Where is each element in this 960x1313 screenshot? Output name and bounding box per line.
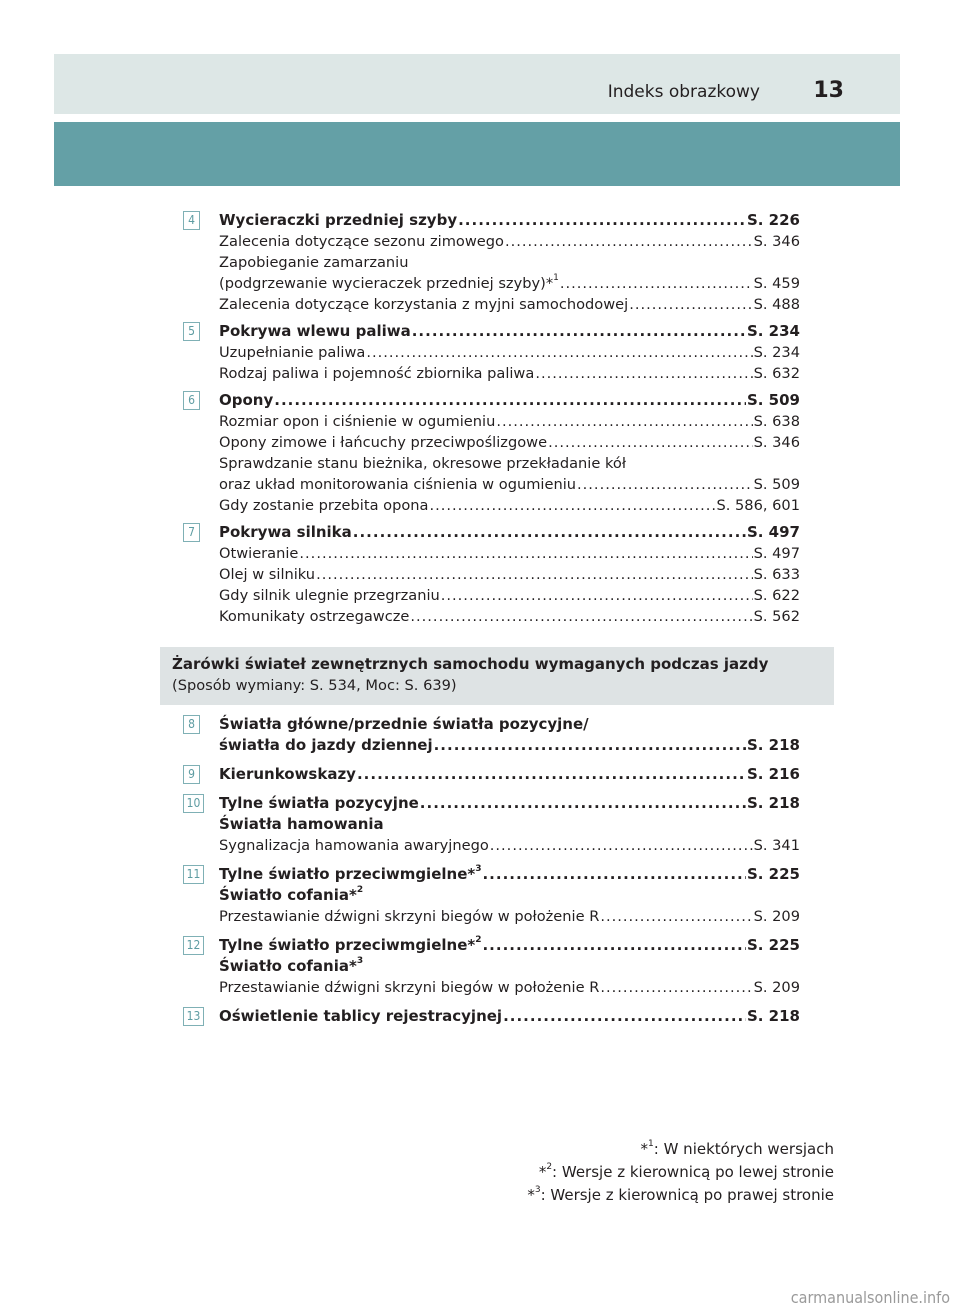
sub-entry-row[interactable] bbox=[219, 564, 800, 585]
footnote-mark: 2 bbox=[546, 1162, 553, 1172]
page-reference: S. 226 bbox=[746, 211, 800, 229]
sub-entry-row[interactable] bbox=[219, 495, 800, 516]
light-entry bbox=[183, 864, 800, 927]
light-entry bbox=[183, 793, 800, 856]
footnote-mark: 1 bbox=[648, 1139, 654, 1149]
sub-entry-row[interactable] bbox=[219, 906, 800, 927]
main-entry-row[interactable] bbox=[219, 935, 800, 956]
index-entries bbox=[183, 210, 800, 633]
main-entry-row[interactable] bbox=[219, 390, 800, 411]
entry-label: Rodzaj paliwa i pojemność zbiornika paliwa bbox=[219, 365, 535, 382]
page-reference: S. 509 bbox=[746, 391, 800, 409]
page-reference: S. 586, 601 bbox=[716, 497, 800, 514]
entry-label: Rozmiar opon i ciśnienie w ogumieniu bbox=[219, 413, 496, 430]
sub-entry-row[interactable] bbox=[219, 231, 800, 252]
page-reference: S. 638 bbox=[753, 413, 800, 430]
dot-leader bbox=[535, 363, 752, 384]
page-reference: S. 225 bbox=[746, 936, 800, 954]
footnote: *$^3$: Wersje z kierownicą po prawej stronie bbox=[527, 1185, 834, 1204]
item-number-badge: 7 bbox=[183, 523, 200, 542]
page-reference: S. 218 bbox=[746, 794, 800, 812]
light-entry bbox=[183, 764, 800, 785]
dot-leader bbox=[496, 411, 752, 432]
main-entry-row[interactable] bbox=[219, 522, 800, 543]
entry-label: Gdy zostanie przebita opona bbox=[219, 497, 429, 514]
entry-label: oraz układ monitorowania ciśnienia w ogumieniu bbox=[219, 476, 577, 493]
dot-leader bbox=[505, 231, 753, 252]
sub-entry-row[interactable] bbox=[219, 294, 800, 315]
item-number-badge: 8 bbox=[183, 715, 200, 734]
section-box bbox=[160, 647, 834, 705]
main-entry-row[interactable] bbox=[219, 321, 800, 342]
page-number: 13 bbox=[813, 78, 844, 103]
entry-label: Tylne światło przeciwmgielne*$^3$ bbox=[219, 864, 482, 883]
page-reference: S. 346 bbox=[753, 434, 800, 451]
header-title: Indeks obrazkowy bbox=[607, 82, 760, 102]
dot-leader bbox=[600, 977, 752, 998]
entry-label: Otwieranie bbox=[219, 545, 299, 562]
dot-leader bbox=[548, 432, 753, 453]
light-entry bbox=[183, 1006, 800, 1027]
page-reference: S. 209 bbox=[753, 908, 800, 925]
footnote: *$^2$: Wersje z kierownicą po lewej stronie bbox=[538, 1162, 834, 1181]
entry-label: Opony zimowe i łańcuchy przeciwpoślizgowe bbox=[219, 434, 548, 451]
main-entry-text: Światła główne/przednie światła pozycyjne/ bbox=[219, 715, 589, 733]
footnote-mark: 3 bbox=[534, 1185, 541, 1195]
sub-entry-row[interactable] bbox=[219, 977, 800, 998]
dot-leader bbox=[410, 606, 752, 627]
header-banner bbox=[54, 122, 900, 186]
dot-leader bbox=[600, 906, 752, 927]
main-entry-row[interactable] bbox=[219, 735, 800, 756]
dot-leader bbox=[353, 522, 746, 543]
dot-leader bbox=[482, 864, 745, 885]
index-entry bbox=[183, 210, 800, 315]
page-reference: S. 225 bbox=[746, 865, 800, 883]
dot-leader bbox=[412, 321, 746, 342]
sub-entry-text: Sprawdzanie stanu bieżnika, okresowe przekładanie kół bbox=[219, 455, 626, 472]
entry-label: Wycieraczki przedniej szyby bbox=[219, 211, 458, 229]
dot-leader bbox=[316, 564, 753, 585]
dot-leader bbox=[274, 390, 746, 411]
dot-leader bbox=[429, 495, 715, 516]
footnote: *$^1$: W niektórych wersjach bbox=[640, 1139, 834, 1158]
secondary-bold-entry: Światła hamowania bbox=[219, 815, 384, 833]
sub-entry-row[interactable] bbox=[219, 432, 800, 453]
light-entries bbox=[183, 714, 800, 1035]
section-subtitle: (Sposób wymiany: S. 534, Moc: S. 639) bbox=[172, 677, 457, 694]
page-reference: S. 497 bbox=[753, 545, 800, 562]
page-reference: S. 234 bbox=[753, 344, 800, 361]
dot-leader bbox=[482, 935, 745, 956]
sub-entry-row[interactable] bbox=[219, 585, 800, 606]
entry-label: Przestawianie dźwigni skrzyni biegów w położenie R bbox=[219, 979, 600, 996]
main-entry-row[interactable] bbox=[219, 793, 800, 814]
footnote-mark: 3 bbox=[356, 956, 364, 966]
entry-label: Uzupełnianie paliwa bbox=[219, 344, 366, 361]
entry-label: Tylne światła pozycyjne bbox=[219, 794, 419, 812]
entry-label: Kierunkowskazy bbox=[219, 765, 356, 783]
footnote-mark: 2 bbox=[356, 885, 364, 895]
item-number-badge: 9 bbox=[183, 765, 200, 784]
footnote-mark: 3 bbox=[475, 864, 482, 874]
dot-leader bbox=[357, 764, 746, 785]
page-reference: S. 209 bbox=[753, 979, 800, 996]
sub-entry-row[interactable] bbox=[219, 411, 800, 432]
dot-leader bbox=[490, 835, 753, 856]
page-reference: S. 562 bbox=[753, 608, 800, 625]
page-reference: S. 218 bbox=[746, 1007, 800, 1025]
footnotes bbox=[527, 1138, 834, 1207]
entry-label: Sygnalizacja hamowania awaryjnego bbox=[219, 837, 489, 854]
sub-entry-row[interactable] bbox=[219, 474, 800, 495]
dot-leader bbox=[434, 735, 746, 756]
item-number-badge: 13 bbox=[183, 1007, 204, 1026]
sub-entry-row[interactable] bbox=[219, 363, 800, 384]
page-reference: S. 218 bbox=[746, 736, 800, 754]
secondary-bold-entry: Światło cofania*$^2$ bbox=[219, 885, 364, 904]
header-bar bbox=[54, 54, 900, 114]
item-number-badge: 11 bbox=[183, 865, 204, 884]
footnote-mark: 1 bbox=[553, 273, 559, 284]
sub-entry-row[interactable] bbox=[219, 606, 800, 627]
entry-label: Pokrywa silnika bbox=[219, 523, 352, 541]
entry-label: Tylne światło przeciwmgielne*$^2$ bbox=[219, 935, 482, 954]
light-entry bbox=[183, 935, 800, 998]
item-number-badge: 6 bbox=[183, 391, 200, 410]
entry-label: Olej w silniku bbox=[219, 566, 316, 583]
index-entry bbox=[183, 522, 800, 627]
entry-label: Pokrywa wlewu paliwa bbox=[219, 322, 411, 340]
section-title: Żarówki świateł zewnętrznych samochodu wymaganych podczas jazdy bbox=[172, 655, 769, 673]
sub-entry-row[interactable] bbox=[219, 543, 800, 564]
entry-label: Oświetlenie tablicy rejestracyjnej bbox=[219, 1007, 503, 1025]
sub-entry-text: Zapobieganie zamarzaniu bbox=[219, 254, 409, 271]
page-reference: S. 341 bbox=[753, 837, 800, 854]
secondary-bold-entry: Światło cofania*$^3$ bbox=[219, 956, 364, 975]
entry-label: Przestawianie dźwigni skrzyni biegów w położenie R bbox=[219, 908, 600, 925]
entry-label: Zalecenia dotyczące korzystania z myjni samochodowej bbox=[219, 296, 629, 313]
page-reference: S. 216 bbox=[746, 765, 800, 783]
entry-label: Zalecenia dotyczące sezonu zimowego bbox=[219, 233, 504, 250]
main-entry-row[interactable] bbox=[219, 1006, 800, 1027]
page-reference: S. 488 bbox=[753, 296, 800, 313]
sub-entry-row[interactable] bbox=[219, 273, 800, 294]
dot-leader bbox=[629, 294, 752, 315]
dot-leader bbox=[441, 585, 753, 606]
sub-entry-row[interactable] bbox=[219, 342, 800, 363]
entry-label: Opony bbox=[219, 391, 274, 409]
sub-entry-row[interactable] bbox=[219, 835, 800, 856]
dot-leader bbox=[458, 210, 746, 231]
footnote-mark: 2 bbox=[475, 935, 482, 945]
light-entry bbox=[183, 714, 800, 756]
dot-leader bbox=[299, 543, 752, 564]
page-reference: S. 633 bbox=[753, 566, 800, 583]
watermark: carmanualsonline.info bbox=[790, 1288, 950, 1307]
item-number-badge: 10 bbox=[183, 794, 204, 813]
page-reference: S. 509 bbox=[753, 476, 800, 493]
main-entry-row[interactable] bbox=[219, 864, 800, 885]
item-number-badge: 4 bbox=[183, 211, 200, 230]
dot-leader bbox=[503, 1006, 746, 1027]
entry-label: Gdy silnik ulegnie przegrzaniu bbox=[219, 587, 440, 604]
index-entry bbox=[183, 390, 800, 516]
entry-label: Komunikaty ostrzegawcze bbox=[219, 608, 410, 625]
page-reference: S. 459 bbox=[753, 275, 800, 292]
page-reference: S. 497 bbox=[746, 523, 800, 541]
main-entry-row[interactable] bbox=[219, 210, 800, 231]
item-number-badge: 12 bbox=[183, 936, 204, 955]
main-entry-row[interactable] bbox=[219, 764, 800, 785]
page-reference: S. 622 bbox=[753, 587, 800, 604]
entry-label: światła do jazdy dziennej bbox=[219, 736, 433, 754]
page-reference: S. 234 bbox=[746, 322, 800, 340]
page-reference: S. 632 bbox=[753, 365, 800, 382]
dot-leader bbox=[420, 793, 746, 814]
dot-leader bbox=[560, 273, 753, 294]
dot-leader bbox=[366, 342, 752, 363]
index-entry bbox=[183, 321, 800, 384]
dot-leader bbox=[577, 474, 753, 495]
entry-label: (podgrzewanie wycieraczek przedniej szyby)*$^1$ bbox=[219, 273, 559, 292]
page-reference: S. 346 bbox=[753, 233, 800, 250]
item-number-badge: 5 bbox=[183, 322, 200, 341]
